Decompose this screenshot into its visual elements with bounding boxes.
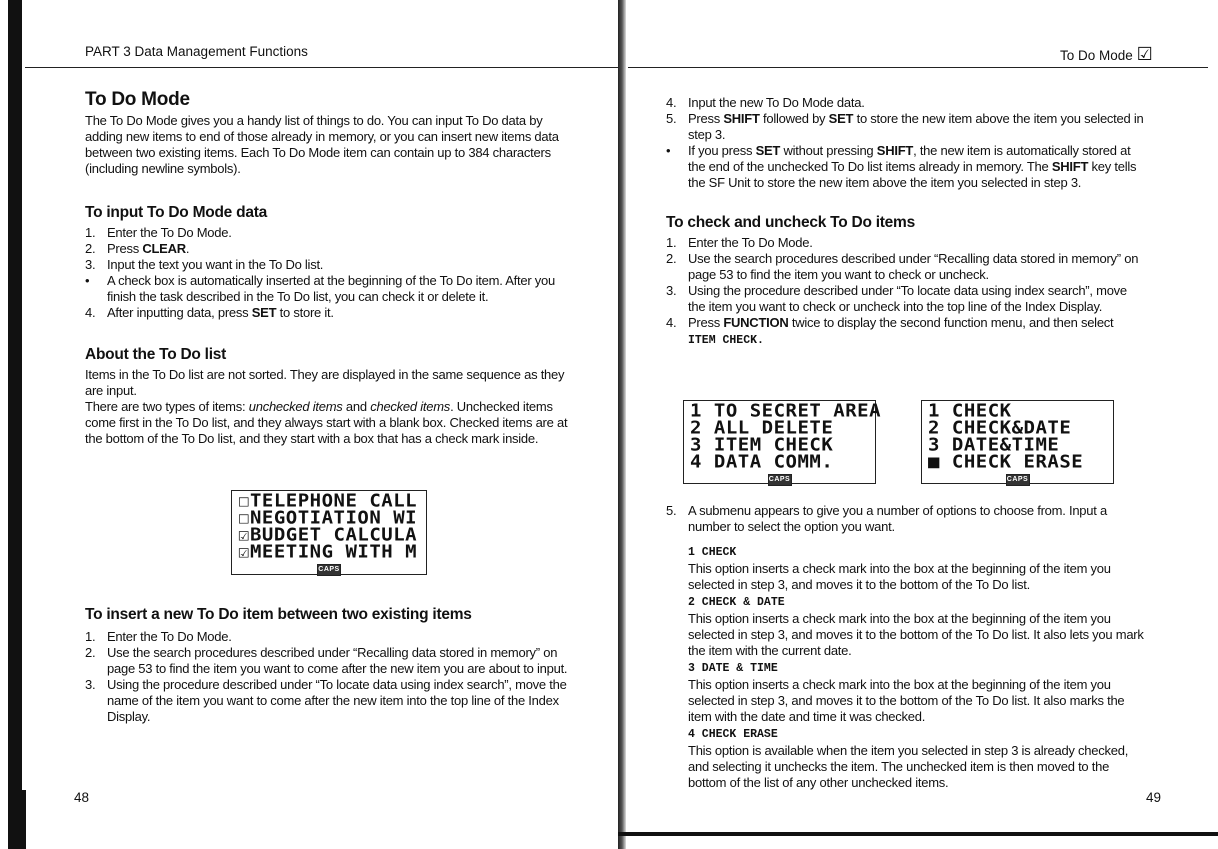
bullet: • <box>666 143 671 158</box>
display-row: 2 ALL DELETE <box>690 417 834 439</box>
list-item <box>666 503 1146 535</box>
option-check-erase <box>688 727 1146 791</box>
option-list <box>688 545 1146 791</box>
step-number: 1. <box>85 225 96 240</box>
insert-steps <box>85 629 573 725</box>
key-name: SHIFT <box>723 111 760 126</box>
list-item <box>666 235 1146 251</box>
step-text: Use the search procedures described under “Recalling data stored in memory” on page 53 to find the item you want to come after the new item you are about to input. <box>107 645 568 676</box>
text: , the new item is automatically stored at the end of the unchecked To Do list items already in memory. The <box>688 143 1131 174</box>
list-item <box>85 241 573 257</box>
text: There are two types of items: <box>85 399 249 414</box>
submenu-section <box>666 503 1146 791</box>
bullet: • <box>85 273 90 288</box>
step-text: A check box is automatically inserted at the beginning of the To Do item. After you finish the task described in the To Do list, you can check it or delete it. <box>107 273 555 304</box>
step-text: A submenu appears to give you a number of options to choose from. Input a number to select the option you want. <box>688 503 1107 534</box>
step-text: Use the search procedures described under “Recalling data stored in memory” on page 53 to find the item you want to check or uncheck. <box>688 251 1139 282</box>
text: twice to display the second function menu, and then select <box>788 315 1114 330</box>
step-text <box>688 143 1146 191</box>
step-number: 3. <box>666 283 677 298</box>
step-number: 2. <box>85 645 96 660</box>
caps-indicator: CAPS <box>1006 474 1030 486</box>
text: Press <box>688 111 724 126</box>
option-code: 4 CHECK ERASE <box>688 728 778 741</box>
text: without pressing <box>780 143 877 158</box>
about-paragraph-1: Items in the To Do list are not sorted. They are displayed in the same sequence as they are input. <box>85 367 565 398</box>
header-rule-right <box>628 67 1208 68</box>
step-text: Input the new To Do Mode data. <box>688 95 865 110</box>
text: to store the new item above the item you selected in step 3. <box>688 111 1144 142</box>
text: . Unchecked items come first in the To Do list, and they always start with a blank box. Checked items are at the bottom of the To Do list, and they start with a box that has a check mark inside. <box>85 399 568 446</box>
term: unchecked items <box>248 399 343 414</box>
step-text <box>107 305 573 321</box>
list-item <box>85 629 573 645</box>
display-row: ☑BUDGET CALCULA <box>238 524 418 546</box>
step-text: Input the text you want in the To Do list. <box>107 257 324 272</box>
display-row: 2 CHECK&DATE <box>928 417 1072 439</box>
step-text: Enter the To Do Mode. <box>107 225 232 240</box>
key-name: SHIFT <box>876 143 914 158</box>
display-row: 1 CHECK <box>928 400 1012 422</box>
display-row: ■ CHECK ERASE <box>928 451 1084 473</box>
menu-command: ITEM CHECK. <box>688 334 764 347</box>
step-number: 1. <box>85 629 96 644</box>
list-item <box>666 315 1146 349</box>
key-name: SET <box>251 305 277 320</box>
key-name: CLEAR <box>142 241 186 256</box>
step-number: 4. <box>666 315 677 330</box>
todo-check-icon: ☑ <box>1136 44 1153 64</box>
header-text: To Do Mode <box>1060 48 1133 63</box>
key-name: SET <box>755 143 781 158</box>
todo-list-display <box>231 490 427 575</box>
caps-indicator: CAPS <box>768 474 792 486</box>
display-row: 4 DATA COMM. <box>690 451 834 473</box>
list-item <box>85 225 573 241</box>
option-description: This option is available when the item you selected in step 3 is already checked, and selecting it unchecks the item. The unchecked item is then moved to the bottom of the list of any other unchecked items. <box>688 743 1129 790</box>
display-row: ☑MEETING WITH M <box>238 541 418 563</box>
list-item <box>666 251 1146 283</box>
text: and <box>342 399 371 414</box>
option-date-time <box>688 661 1146 725</box>
page-number-right: 49 <box>1146 790 1162 805</box>
step-number: 5. <box>666 111 677 126</box>
list-item <box>85 273 573 305</box>
step-number: 3. <box>85 257 96 272</box>
step-text <box>688 111 1146 143</box>
scan-edge-left <box>8 0 22 849</box>
display-row: ☐NEGOTIATION WI <box>238 507 418 529</box>
option-code: 2 CHECK & DATE <box>688 596 785 609</box>
page-title: To Do Mode <box>85 89 190 110</box>
step-text <box>107 241 573 257</box>
list-item <box>85 677 573 725</box>
option-code: 1 CHECK <box>688 546 737 559</box>
option-code: 3 DATE & TIME <box>688 662 778 675</box>
left-running-header: PART 3 Data Management Functions <box>85 44 308 59</box>
key-name: FUNCTION <box>723 315 789 330</box>
input-steps <box>85 225 573 321</box>
scan-edge-bottom <box>618 832 1218 836</box>
option-description: This option inserts a check mark into the box at the beginning of the item you selected in step 3, and moves it to the bottom of the To Do list. It also marks the item with the date and time it was checked. <box>688 677 1125 724</box>
display-row: 3 DATE&TIME <box>928 434 1060 456</box>
text: key tells the SF Unit to store the new item above the item you selected in step 3. <box>688 159 1137 190</box>
scan-edge-left-bottom <box>8 790 26 849</box>
text: If you press <box>688 143 756 158</box>
step-text: Using the procedure described under “To locate data using index search”, move the item you want to check or uncheck into the top line of the Index Display. <box>688 283 1127 314</box>
list-item <box>666 283 1146 315</box>
right-page-content <box>666 95 1146 349</box>
book-spine <box>618 0 626 849</box>
step-text: Enter the To Do Mode. <box>688 235 813 250</box>
list-item <box>666 143 1146 191</box>
display-row: ☐TELEPHONE CALL <box>238 490 418 512</box>
text: to store it. <box>276 305 334 320</box>
insert-steps-continued <box>666 95 1146 191</box>
input-heading: To input To Do Mode data <box>85 204 267 221</box>
list-item <box>666 95 1146 111</box>
text: Press <box>107 241 143 256</box>
display-row: 1 TO SECRET AREA <box>690 400 882 422</box>
option-check <box>688 545 1146 593</box>
list-item <box>85 257 573 273</box>
insert-heading: To insert a new To Do item between two existing items <box>85 606 472 623</box>
page-number-left: 48 <box>74 790 90 805</box>
text: . <box>185 241 190 256</box>
step-number: 2. <box>85 241 96 256</box>
list-item <box>85 305 573 321</box>
step-number: 5. <box>666 503 677 518</box>
function-menu-display <box>683 400 882 484</box>
header-rule-left <box>25 67 618 68</box>
step-text: Using the procedure described under “To locate data using index search”, move the name of the item you want to come after the new item into the top line of the Index Display. <box>107 677 567 724</box>
step-number: 4. <box>666 95 677 110</box>
display-row: 3 ITEM CHECK <box>690 434 834 456</box>
text: Press <box>688 315 724 330</box>
step-text <box>688 315 1146 349</box>
left-page-content <box>85 89 573 447</box>
step-number: 4. <box>85 305 96 320</box>
right-running-header <box>1060 44 1153 65</box>
option-check-date <box>688 595 1146 659</box>
option-description: This option inserts a check mark into the box at the beginning of the item you selected in step 3, and moves it to the bottom of the To Do list. It also lets you mark the item with the current date. <box>688 611 1144 658</box>
item-check-submenu-display <box>921 400 1114 484</box>
step-number: 3. <box>85 677 96 692</box>
check-steps <box>666 235 1146 349</box>
about-paragraph-2 <box>85 399 573 447</box>
step-number: 1. <box>666 235 677 250</box>
list-item <box>666 111 1146 143</box>
caps-indicator: CAPS <box>317 564 341 576</box>
term: checked items <box>370 399 451 414</box>
step-text: Enter the To Do Mode. <box>107 629 232 644</box>
insert-section <box>85 607 573 725</box>
list-item <box>85 645 573 677</box>
about-heading: About the To Do list <box>85 346 227 363</box>
option-description: This option inserts a check mark into the box at the beginning of the item you selected in step 3, and moves it to the bottom of the To Do list. <box>688 561 1111 592</box>
step-number: 2. <box>666 251 677 266</box>
text: followed by <box>759 111 829 126</box>
key-name: SET <box>828 111 854 126</box>
key-name: SHIFT <box>1051 159 1089 174</box>
intro-paragraph: The To Do Mode gives you a handy list of things to do. You can input To Do data by adding new items to end of those already in memory, or you can insert new items data between two existing items. Each To Do Mode item can contain up to 384 characters (including newline symbols). <box>85 113 559 176</box>
text: After inputting data, press <box>107 305 252 320</box>
check-heading: To check and uncheck To Do items <box>666 214 915 231</box>
